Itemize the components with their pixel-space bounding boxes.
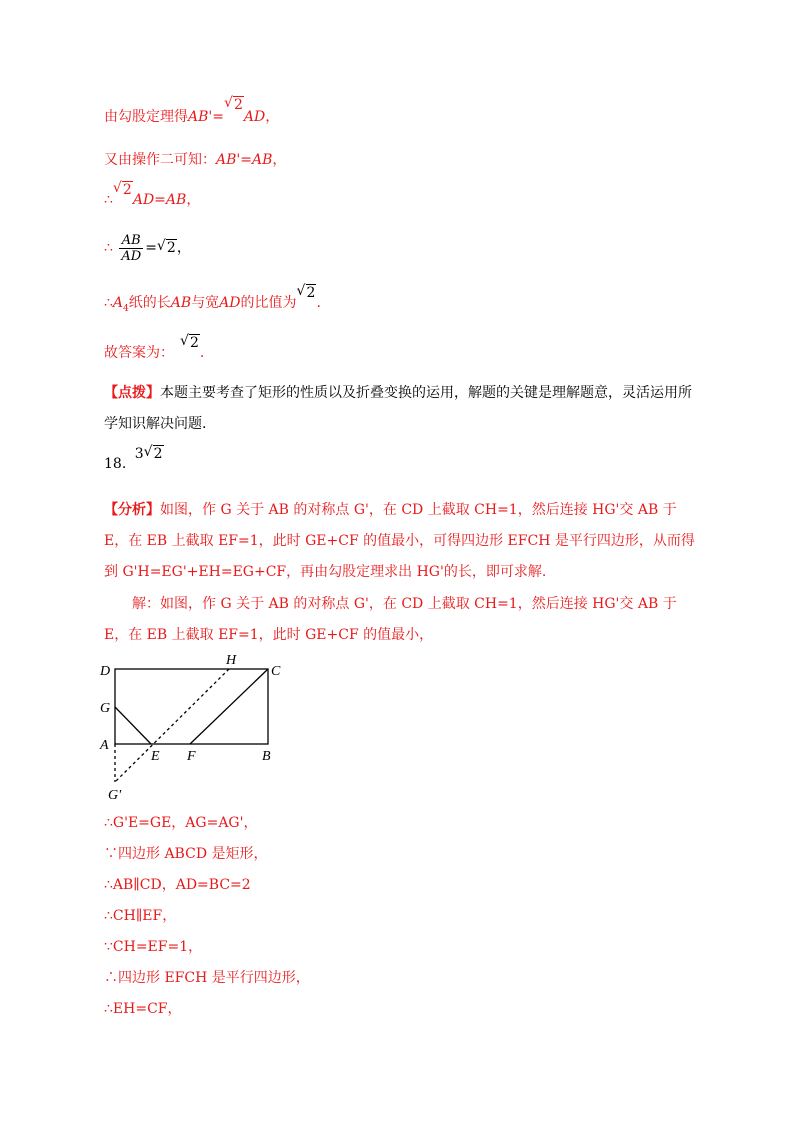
step-line: ∴CH∥EF， — [104, 908, 177, 924]
fraction-denominator: AD — [121, 248, 142, 264]
label-d: D — [100, 664, 111, 679]
fraction-numerator: AB — [119, 233, 143, 249]
label-f: F — [187, 749, 196, 764]
text: 的比值为 — [240, 295, 297, 311]
line-operation-two — [104, 151, 286, 169]
sqrt-radicand: 2 — [190, 335, 199, 351]
tip-tag: 【点拨】 — [104, 385, 160, 401]
sqrt-radicand: 2 — [233, 97, 243, 113]
solution-text: 解：如图，作 G 关于 AB 的对称点 G'，在 CD 上截取 CH=1，然后连接 HG'交 AB 于 E，在 EB 上截取 EF=1，此时 GE+CF 的值最小， — [104, 596, 677, 643]
math-ad: AD — [219, 295, 241, 311]
segment-ge — [115, 707, 151, 744]
label-g: G — [100, 701, 111, 716]
sqrt-radicand: 2 — [122, 182, 132, 198]
line-ratio — [104, 230, 191, 266]
therefore-symbol: ∴ — [104, 295, 113, 311]
punct: ， — [176, 240, 191, 256]
sqrt-expression: √ 2 — [156, 238, 176, 256]
line-pythagoras — [104, 95, 280, 126]
label-a: A — [100, 738, 109, 753]
text: 故答案为： — [104, 345, 174, 361]
subscript: 4 — [123, 303, 129, 314]
punct: ， — [186, 192, 201, 208]
analysis-text: 如图，作 G 关于 AB 的对称点 G'，在 CD 上截取 CH=1，然后连接 HG'交 AB 于 E，在 EB 上截取 EF=1，此时 GE+CF 的值最小，可得四边形 EFCH 是平行四边形，从而得到 G'H=EG'+EH=EG+CF，再由勾股定理求出 HG'的长，即可求解. — [104, 502, 695, 580]
line-a4-ratio — [104, 283, 321, 318]
math-expr: AD=AB — [132, 192, 187, 208]
question-number: 18. — [104, 456, 127, 472]
equals: = — [145, 240, 157, 256]
analysis-paragraph — [104, 495, 704, 588]
question-18 — [104, 444, 164, 473]
label-h: H — [226, 653, 237, 668]
step-line: ∴四边形 EFCH 是平行四边形， — [104, 970, 310, 986]
therefore-symbol: ∴ — [104, 240, 113, 256]
coefficient: 3 — [134, 446, 144, 462]
math-ab-prime: AB' — [188, 109, 213, 125]
math-ab: AB — [170, 295, 192, 311]
sqrt-radicand: 2 — [166, 240, 176, 256]
step-line: ∴AB∥CD，AD=BC=2 — [104, 877, 251, 893]
tip-text: 本题主要考查了矩形的性质以及折叠变换的运用，解题的关键是理解题意，灵活运用所学知识解决问题. — [104, 385, 692, 432]
math-a: A — [112, 295, 124, 311]
text: 由勾股定理得 — [104, 109, 188, 125]
punct: . — [316, 295, 321, 311]
text: 与宽 — [191, 295, 220, 311]
sqrt-expression: √ 2 — [296, 283, 316, 301]
label-c: C — [271, 664, 281, 679]
segment-fc — [190, 669, 268, 744]
label-e: E — [151, 749, 160, 764]
label-g-prime: G' — [108, 788, 122, 803]
line-answer — [104, 333, 205, 362]
fraction — [119, 233, 143, 264]
step-line: ∵CH=EF=1， — [104, 939, 203, 955]
sqrt-expression: √ 2 — [223, 95, 243, 113]
text: 又由操作二可知： — [104, 152, 216, 168]
punct: . — [199, 345, 205, 361]
solution-paragraph — [104, 589, 704, 651]
sqrt-expression: √ 2 — [180, 333, 199, 351]
therefore-symbol: ∴ — [104, 192, 113, 208]
analysis-tag: 【分析】 — [104, 502, 160, 518]
sqrt-radicand: 2 — [306, 285, 316, 301]
math-ad: AD — [243, 109, 266, 125]
rectangle-figure — [92, 648, 292, 804]
rectangle-abcd — [115, 669, 268, 744]
text: 纸的长 — [128, 295, 171, 311]
sqrt-expression: √ 2 — [143, 444, 163, 462]
tip-paragraph — [104, 378, 704, 440]
line-therefore-1 — [104, 180, 201, 209]
step-line: ∵四边形 ABCD 是矩形， — [104, 846, 268, 862]
sqrt-radicand: 2 — [153, 446, 163, 462]
label-b: B — [262, 749, 271, 764]
step-line: ∴G'E=GE，AG=AG'， — [104, 815, 258, 831]
answer-expression — [135, 446, 164, 462]
math-expr: AB'=AB — [216, 152, 273, 168]
sqrt-expression: √ 2 — [112, 180, 132, 198]
step-line: ∴EH=CF， — [104, 1001, 182, 1017]
punct: ， — [272, 152, 287, 168]
equals: = — [212, 109, 224, 125]
punct: ， — [265, 109, 280, 125]
